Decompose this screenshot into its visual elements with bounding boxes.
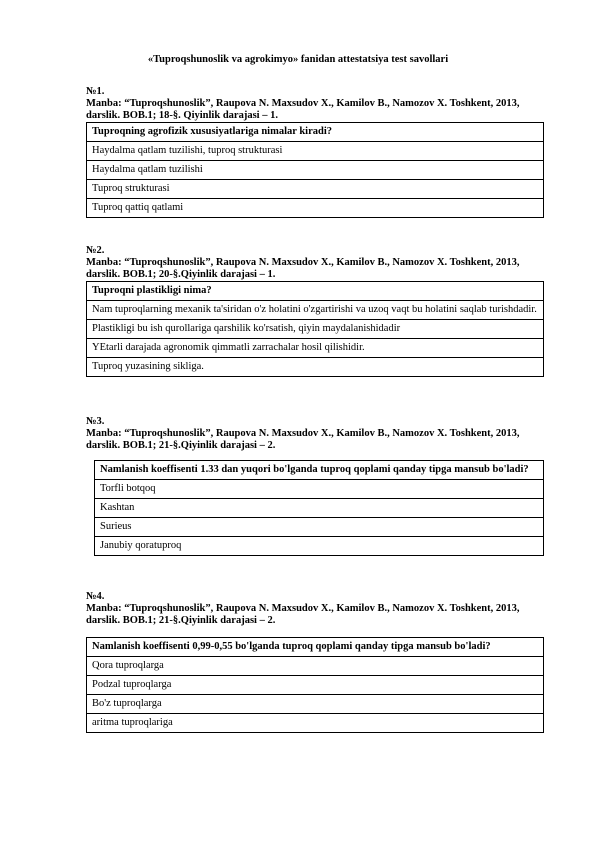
answer-option: aritma tuproqlariga bbox=[87, 714, 544, 733]
answer-option: Haydalma qatlam tuzilishi, tuproq strukturasi bbox=[87, 142, 544, 161]
question-block-3 bbox=[86, 416, 544, 556]
answer-option: Janubiy qoratuproq bbox=[95, 537, 544, 556]
question-table bbox=[94, 460, 544, 556]
question-text: Tuproqni plastikligi nima? bbox=[87, 282, 544, 301]
answer-option: Bo'z tuproqlarga bbox=[87, 695, 544, 714]
question-number: №1. bbox=[86, 86, 105, 97]
question-source: Manba: “Tuproqshunoslik”, Raupova N. Maxsudov X., Kamilov B., Namozov X. Toshkent, 2013, darslik. BOB.1; 21-§.Qiyinlik darajasi – 2. bbox=[86, 428, 520, 451]
question-number: №2. bbox=[86, 245, 105, 256]
question-source: Manba: “Tuproqshunoslik”, Raupova N. Maxsudov X., Kamilov B., Namozov X. Toshkent, 2013, darslik. BOB.1; 18-§. Qiyinlik darajasi – 1. bbox=[86, 98, 520, 121]
answer-option: YEtarli darajada agronomik qimmatli zarrachalar hosil qilishidir. bbox=[87, 339, 544, 358]
answer-option: Tuproq yuzasining sikliga. bbox=[87, 358, 544, 377]
question-text: Namlanish koeffisenti 1.33 dan yuqori bo'lganda tuproq qoplami qanday tipga mansub bo'ladi? bbox=[95, 461, 544, 480]
question-table bbox=[86, 637, 544, 733]
answer-option: Tuproq qattiq qatlami bbox=[87, 199, 544, 218]
question-text: Tuproqning agrofizik xususiyatlariga nimalar kiradi? bbox=[87, 123, 544, 142]
question-table bbox=[86, 281, 544, 377]
question-number: №3. bbox=[86, 416, 105, 427]
question-number: №4. bbox=[86, 591, 105, 602]
question-block-4 bbox=[86, 591, 544, 733]
answer-option: Podzal tuproqlarga bbox=[87, 676, 544, 695]
answer-option: Nam tuproqlarning mexanik ta'siridan o'z holatini o'zgartirishi va uzoq vaqt bu holatini saqlab turishdadir. bbox=[87, 301, 544, 320]
answer-option: Torfli botqoq bbox=[95, 480, 544, 499]
question-block-2 bbox=[86, 245, 544, 377]
answer-option: Plastikligi bu ish qurollariga qarshilik ko'rsatish, qiyin maydalanishidadir bbox=[87, 320, 544, 339]
question-text: Namlanish koeffisenti 0,99-0,55 bo'lganda tuproq qoplami qanday tipga mansub bo'ladi? bbox=[87, 638, 544, 657]
answer-option: Haydalma qatlam tuzilishi bbox=[87, 161, 544, 180]
page-title: «Tuproqshunoslik va agrokimyo» fanidan attestatsiya test savollari bbox=[147, 54, 449, 65]
question-table bbox=[86, 122, 544, 218]
answer-option: Surieus bbox=[95, 518, 544, 537]
answer-option: Kashtan bbox=[95, 499, 544, 518]
question-source: Manba: “Tuproqshunoslik”, Raupova N. Maxsudov X., Kamilov B., Namozov X. Toshkent, 2013, darslik. BOB.1; 21-§.Qiyinlik darajasi – 2. bbox=[86, 603, 520, 626]
question-block-1 bbox=[86, 86, 544, 218]
answer-option: Qora tuproqlarga bbox=[87, 657, 544, 676]
question-source: Manba: “Tuproqshunoslik”, Raupova N. Maxsudov X., Kamilov B., Namozov X. Toshkent, 2013, darslik. BOB.1; 20-§.Qiyinlik darajasi – 1. bbox=[86, 257, 520, 280]
answer-option: Tuproq strukturasi bbox=[87, 180, 544, 199]
